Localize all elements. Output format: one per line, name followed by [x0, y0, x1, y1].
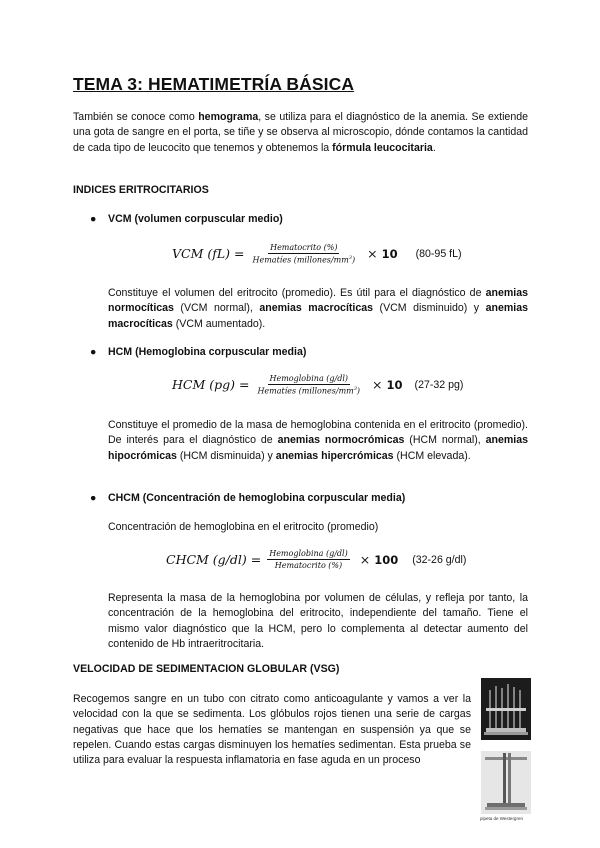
formula-vcm-den-close: ) [351, 255, 356, 265]
section-heading-indices: INDICES ERITROCITARIOS [73, 184, 209, 196]
bullet-hcm-label: HCM (Hemoglobina corpuscular media) [108, 346, 307, 358]
intro-text-3: . [432, 141, 436, 154]
intro-text-1: También se conoce como [73, 111, 199, 123]
formula-hcm-den-close: ) [356, 386, 361, 396]
vcm-desc-2: (VCM normal), [173, 302, 260, 315]
formula-vcm-fraction [251, 243, 358, 265]
formula-hcm [172, 374, 463, 396]
bullet-vcm [90, 213, 283, 225]
intro-bold-formula: fórmula leucocitaria [332, 141, 433, 154]
formula-chcm-factor: 100 [374, 552, 399, 567]
vcm-bold-1: anemias normocíticas [108, 287, 528, 315]
vcm-bold-2: anemias macrocíticas [259, 302, 374, 315]
formula-chcm [166, 549, 466, 570]
vcm-desc-3: (VCM disminuido) y [373, 302, 486, 315]
page-title: TEMA 3: HEMATIMETRÍA BÁSICA [73, 74, 355, 94]
formula-hcm-range: (27-32 pg) [414, 378, 464, 391]
formula-vcm-range: (80-95 fL) [415, 247, 462, 260]
section-heading-vsg: VELOCIDAD DE SEDIMENTACION GLOBULAR (VSG) [73, 663, 340, 675]
chcm-description: Representa la masa de la hemoglobina por volumen de células, y refleja por tanto, la concentración de la hemoglobina del eritrocito, independiente del tamaño. Tiene el mismo valor diagnóstico que la HCM, pero lo complementa al detectar aumento del contenido de Hb intraeritrocitaria. [108, 592, 528, 650]
pipette-illustration [481, 751, 531, 814]
formula-hcm-factor: 10 [386, 377, 403, 392]
bullet-vcm-label: VCM (volumen corpuscular medio) [108, 213, 283, 225]
intro-bold-hemograma: hemograma [198, 111, 259, 123]
formula-vcm-den-text: Hematíes (millones/mm [252, 255, 349, 265]
formula-chcm-times: × [359, 552, 371, 567]
formula-chcm-numerator: Hemoglobina (g/dl) [269, 549, 348, 558]
formula-vcm-lhs: VCM (fL) = [172, 246, 245, 262]
formula-vcm-denominator [251, 254, 358, 265]
intro-text-2: , se utiliza para el diagnóstico de la anemia. Se extiende una gota de sangre en el porta, se tiñe y se observa al microscopio, dónde contamos la cantidad de cada tipo de leucocito que tenemos y obtenemos la [73, 111, 528, 154]
image-caption: pipeta de Westergren [480, 816, 523, 821]
hcm-bold-1: anemias normocrómicas [277, 434, 405, 447]
formula-vcm-numerator: Hematocrito (%) [270, 243, 338, 252]
hcm-desc-2: (HCM normal), [404, 434, 486, 447]
formula-hcm-times: × [372, 377, 383, 393]
formula-vcm-factor: 10 [381, 246, 398, 261]
hcm-bold-3: anemias hipercrómicas [275, 449, 394, 462]
hcm-description [108, 418, 528, 464]
bullet-dot: ● [90, 213, 97, 225]
bullet-chcm-label: CHCM (Concentración de hemoglobina corpuscular media) [108, 492, 406, 504]
hcm-desc-1: Constituye el promedio de la masa de hemoglobina contenida en el eritrocito (promedio). De interés para el diagnóstico de [108, 419, 528, 447]
formula-hcm-den-text: Hematíes (millones/mm [257, 386, 354, 396]
formula-hcm-denominator [255, 385, 362, 396]
vsg-paragraph: Recogemos sangre en un tubo con citrato como anticoagulante y vamos a ver la velocidad con la que se sedimenta. Los glóbulos rojos tienen una serie de cargas negativas que hace que los hematíes se mantengan en suspensión ya que se repelen. Cuando estas cargas disminuyen los hematíes sedimentan. Esta prueba se utiliza para evaluar la respuesta inflamatoria en fase aguda en un proceso [73, 693, 471, 767]
bullet-dot: ● [90, 346, 97, 358]
formula-chcm-denominator: Hematocrito (%) [274, 561, 343, 570]
westergren-pipette-image [481, 751, 531, 814]
vcm-desc-1: Constituye el volumen del eritrocito (promedio). Es útil para el diagnóstico de [108, 287, 486, 299]
hcm-bold-2: anemias hipocrómicas [108, 434, 529, 462]
sedimentation-rack-image [481, 678, 531, 740]
hcm-desc-4: (HCM elevada). [393, 449, 471, 462]
formula-hcm-lhs: HCM (pg) = [172, 377, 250, 393]
vcm-desc-4: (VCM aumentado). [172, 317, 266, 330]
formula-vcm-den-exp: 3 [348, 255, 352, 261]
formula-hcm-numerator: Hemoglobina (g/dl) [269, 374, 348, 383]
bullet-hcm [90, 346, 306, 358]
vcm-description [108, 286, 528, 332]
formula-chcm-fraction [267, 549, 350, 570]
formula-chcm-lhs: CHCM (g/dl) = [166, 552, 262, 567]
formula-hcm-fraction [255, 374, 362, 396]
intro-paragraph [73, 110, 528, 156]
bullet-dot: ● [90, 492, 97, 504]
rack-illustration [481, 678, 531, 740]
formula-chcm-range: (32-26 g/dl) [412, 553, 467, 566]
formula-vcm-times: × [367, 246, 378, 262]
formula-hcm-den-exp: 3 [353, 386, 357, 392]
formula-vcm [172, 243, 462, 265]
hcm-desc-3: (HCM disminuida) y [176, 449, 276, 462]
chcm-intro: Concentración de hemoglobina en el eritrocito (promedio) [108, 521, 379, 533]
bullet-chcm [90, 492, 405, 504]
vcm-bold-3: anemias macrocíticas [108, 302, 528, 330]
